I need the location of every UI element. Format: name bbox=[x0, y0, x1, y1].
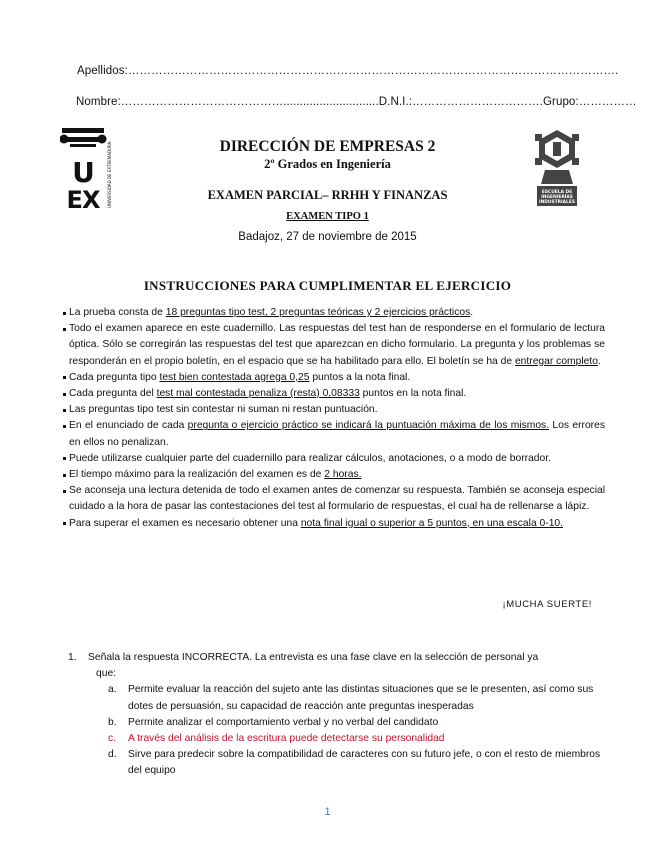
answer-option-d[interactable]: d. Sirve para predecir sobre la compatibilidad de caracteres con su futuro jefe, o con el resto de miembros del equipo bbox=[108, 749, 601, 777]
instruction-item: El tiempo máximo para la realización del examen es de 2 horas. bbox=[63, 467, 605, 483]
instruction-item: Se aconseja una lectura detenida de todo el examen antes de comenzar su respuesta. También se aconseja especial cuidado a la hora de pasar las contestaciones del test al formulario de respuestas, el cual ha de rellenarse a lápiz. bbox=[63, 483, 605, 515]
svg-text:ESCUELA DE: ESCUELA DE bbox=[541, 190, 573, 195]
instruction-item: La prueba consta de 18 preguntas tipo test, 2 preguntas teóricas y 2 ejercicios prácticos. bbox=[63, 305, 605, 321]
dni-field[interactable]: ……………………………. bbox=[412, 96, 543, 108]
apellidos-label: Apellidos: bbox=[77, 65, 128, 77]
nombre-label: Nombre: bbox=[76, 96, 121, 108]
instruction-item: En el enunciado de cada pregunta o ejercicio práctico se indicará la puntuación máxima de los mismos. Los errores en ellos no penalizan. bbox=[63, 418, 605, 450]
grupo-label: Grupo: bbox=[542, 96, 579, 108]
instruction-item: Para superar el examen es necesario obtener una nota final igual o superior a 5 puntos, en una escala 0-10. bbox=[63, 516, 605, 532]
question-number: 1. bbox=[68, 652, 77, 663]
svg-text:INDUSTRIALES: INDUSTRIALES bbox=[538, 200, 576, 205]
uex-letters: U bbox=[72, 156, 94, 189]
page-number: 1 bbox=[324, 806, 331, 818]
svg-text:EX: EX bbox=[66, 186, 100, 210]
uex-vertical-text: UNIVERSIDAD DE EXTREMADURA bbox=[107, 141, 112, 208]
course-title: DIRECCIÓN DE EMPRESAS 2 bbox=[219, 138, 436, 155]
instruction-item: Cada pregunta tipo test bien contestada agrega 0,25 puntos a la nota final. bbox=[63, 370, 605, 386]
answer-option-b[interactable]: b. Permite analizar el comportamiento verbal y no verbal del candidato bbox=[108, 716, 439, 728]
apellidos-line bbox=[77, 65, 618, 77]
nombre-field[interactable]: ……………………………………............................. bbox=[120, 96, 379, 108]
instruction-item: Las preguntas tipo test sin contestar ni suman ni restan puntuación. bbox=[63, 402, 605, 418]
instructions-heading: INSTRUCCIONES PARA CUMPLIMENTAR EL EJERCICIO bbox=[143, 278, 512, 293]
svg-text:INGENIERÍAS: INGENIERÍAS bbox=[541, 195, 573, 200]
answer-option-a[interactable]: a. Permite evaluar la reacción del sujeto ante las distintas situaciones que se le presenten, así como sus dotes de persuasión, su capacidad de reacción ante preguntas inesperadas bbox=[108, 684, 594, 712]
exam-date: Badajoz, 27 de noviembre de 2015 bbox=[238, 231, 417, 243]
instruction-item: Cada pregunta del test mal contestada penaliza (resta) 0,08333 puntos en la nota final. bbox=[63, 386, 605, 402]
answer-options bbox=[108, 682, 608, 779]
question-1 bbox=[68, 650, 608, 780]
answer-option-c[interactable]: c. A través del análisis de la escritura puede detectarse su personalidad bbox=[108, 733, 445, 745]
dni-label: D.N.I.: bbox=[378, 96, 413, 108]
question-text: Señala la respuesta INCORRECTA. La entrevista es una fase clave en la selección de personal ya que: bbox=[88, 652, 539, 680]
apellidos-field[interactable]: ………………………………………………………………………………………………………………. bbox=[127, 65, 619, 77]
exam-type: EXAMEN TIPO 1 bbox=[286, 211, 369, 222]
course-subtitle: 2º Grados en Ingeniería bbox=[264, 157, 391, 171]
grupo-field[interactable]: …………… bbox=[578, 96, 637, 108]
instructions-list bbox=[63, 305, 605, 532]
exam-title: EXAMEN PARCIAL– RRHH Y FINANZAS bbox=[207, 188, 448, 202]
instruction-item: Todo el examen aparece en este cuadernillo. Las respuestas del test han de responderse en el formulario de lectura óptica. Sólo se corregirán las respuestas del test que aparezcan en dicho formulario. La pregunta y los problemas se responderán en el propio boletín, en el espacio que se ha habilitado para ello. El boletín se ha de entregar completo. bbox=[63, 321, 605, 370]
instruction-item: Puede utilizarse cualquier parte del cuadernillo para realizar cálculos, anotaciones, o a modo de borrador. bbox=[63, 451, 605, 467]
good-luck-text: ¡MUCHA SUERTE! bbox=[502, 599, 592, 610]
identity-line bbox=[76, 96, 637, 108]
